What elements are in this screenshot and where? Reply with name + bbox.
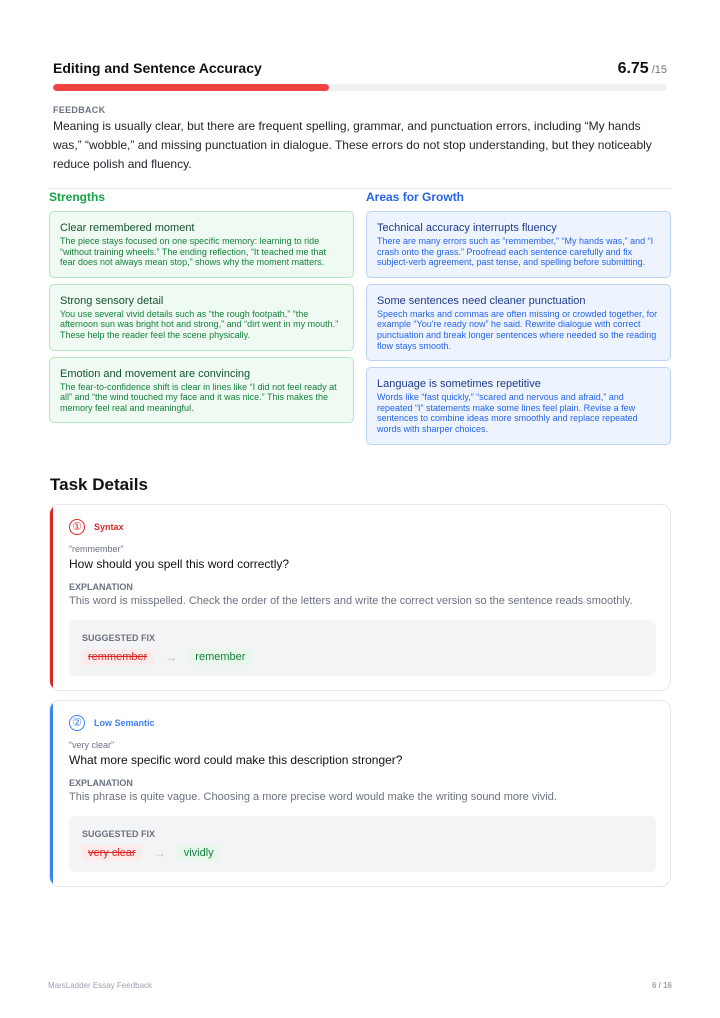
growth-card-text: There are many errors such as “remmember,” “My hands was,” and “I crash onto the grass.” Proofread each sentence carefully and fix subject-verb agreement, past tense, and spelling before submitting. xyxy=(377,236,654,268)
score-progress-bar xyxy=(53,84,667,91)
strength-card-title: Clear remembered moment xyxy=(60,222,195,234)
strength-card-title: Emotion and movement are convincing xyxy=(60,367,251,380)
criterion-header xyxy=(53,60,667,78)
footer-page-number: 6 / 16 xyxy=(651,981,672,990)
suggested-fix-label: SUGGESTED FIX xyxy=(82,633,156,643)
growth-title: Areas for Growth xyxy=(366,190,465,204)
strength-card-title: Strong sensory detail xyxy=(60,294,164,307)
task-number-icon: ① xyxy=(69,519,85,535)
task-header xyxy=(69,715,656,731)
task-accent-bar xyxy=(50,701,53,886)
strength-card-text: You use several vivid details such as “the rough footpath,” “the afternoon sun was bright hot and strong,” and “dirt went in my mouth.” These help the reader feel the scene physically. xyxy=(60,308,339,340)
footer-brand: MarsLadder Essay Feedback xyxy=(48,981,153,990)
feedback-text: Meaning is usually clear, but there are frequent spelling, grammar, and punctuation errors, including “My hands was,” “wobble,” and missing punctuation in dialogue. These errors do not stop understanding, but they noticeably reduce polish and fluency. xyxy=(53,119,652,171)
criterion-section xyxy=(53,60,667,174)
growth-card-title: Some sentences need cleaner punctuation xyxy=(377,294,586,307)
explanation-text: This word is misspelled. Check the order of the letters and write the correct version so the sentence reads smoothly. xyxy=(69,595,633,607)
criterion-title: Editing and Sentence Accuracy xyxy=(53,60,262,76)
corrected-text: vividly xyxy=(178,845,220,861)
growth-card-title: Language is sometimes repetitive xyxy=(377,378,541,391)
criterion-score xyxy=(618,60,667,78)
suggested-fix-box xyxy=(69,620,656,676)
growth-card xyxy=(366,367,671,444)
strengths-title: Strengths xyxy=(49,190,106,204)
task-header xyxy=(69,519,656,535)
score-max: /15 xyxy=(651,64,667,76)
strength-card-text: The fear-to-confidence shift is clear in lines like “I did not feel ready at all” and “the wind touched my face and it was nice.” This makes the memory feel real and meaningful. xyxy=(60,381,337,413)
score-value: 6.75 xyxy=(617,60,649,77)
section-divider xyxy=(49,188,671,189)
growth-card-text: Words like “fast quickly,” “scared and nervous and afraid,” and repeated “I” statements make some lines feel plain. Revise a few sentences to combine ideas more smoothly and replace repeated words with sharper choices. xyxy=(377,392,638,434)
strength-card-text: The piece stays focused on one specific memory: learning to ride “without training wheels.” The ending reflection, “It teached me that fear does not always mean stop,” shows why the moment matters. xyxy=(60,236,326,268)
original-text: remmember xyxy=(82,649,153,665)
suggested-fix-row xyxy=(82,845,643,861)
score-progress-fill xyxy=(53,84,329,91)
suggested-fix-row xyxy=(82,649,643,665)
original-text: very clear xyxy=(82,845,142,861)
task-accent-bar xyxy=(50,505,53,690)
explanation-label: EXPLANATION xyxy=(69,778,133,788)
growth-card-title: Technical accuracy interrupts fluency xyxy=(377,222,557,234)
task-quote: “very clear” xyxy=(69,740,115,750)
task-type-label: Low Semantic xyxy=(94,718,155,728)
explanation-label: EXPLANATION xyxy=(69,582,133,592)
suggested-fix-box xyxy=(69,816,656,872)
arrow-right-icon: → xyxy=(153,846,166,860)
growth-card xyxy=(366,211,671,278)
strengths-column xyxy=(49,190,354,429)
task-quote: “remmember” xyxy=(69,544,124,554)
growth-card xyxy=(366,284,671,361)
strength-card xyxy=(49,357,354,424)
suggested-fix-label: SUGGESTED FIX xyxy=(82,829,156,839)
task-number-icon: ② xyxy=(69,715,85,731)
explanation-text: This phrase is quite vague. Choosing a more precise word would make the writing sound more vivid. xyxy=(69,791,557,803)
task-card-syntax xyxy=(49,504,671,691)
task-type-label: Syntax xyxy=(94,522,124,532)
task-question: What more specific word could make this description stronger? xyxy=(69,753,403,767)
strength-card xyxy=(49,211,354,278)
task-question: How should you spell this word correctly? xyxy=(69,557,290,571)
arrow-right-icon: → xyxy=(165,650,178,664)
growth-card-text: Speech marks and commas are often missing or crowded together, for example “You're ready now” he said. Rewrite dialogue with correct punctuation and break longer sentences where needed so the reading flow stays smooth. xyxy=(377,308,658,351)
feedback-label: FEEDBACK xyxy=(53,105,106,115)
growth-column xyxy=(366,190,671,451)
task-details-heading: Task Details xyxy=(50,475,148,494)
corrected-text: remember xyxy=(189,649,251,665)
strength-card xyxy=(49,284,354,351)
task-card-low-semantic xyxy=(49,700,671,887)
